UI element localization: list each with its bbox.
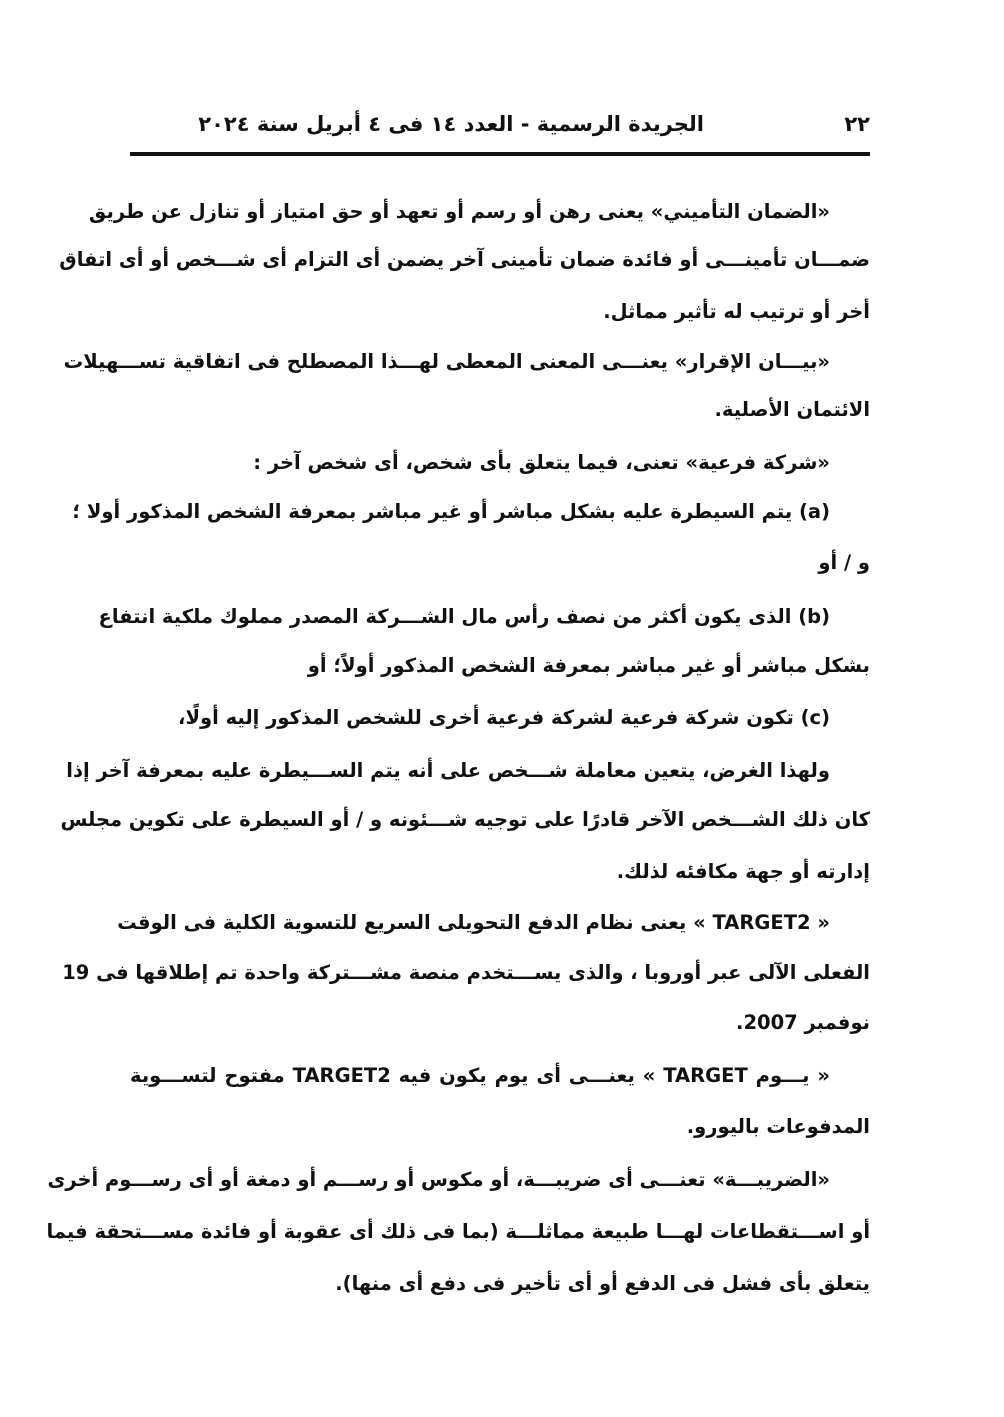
- paragraph-line: نوفمبر 2007.: [736, 1011, 870, 1034]
- paragraph-line: أخر أو ترتيب له تأثير مماثل.: [603, 300, 870, 323]
- paragraph-line: « TARGET2 » يعنى نظام الدفع التحويلى السريع للتسوية الكلية فى الوقت: [117, 911, 830, 934]
- page-number: ٢٢: [844, 112, 870, 136]
- paragraph-line: ضمـــان تأمينـــى أو فائدة ضمان تأمينى آخر يضمن أى التزام أى شـــخص أو أى اتفاق: [59, 248, 870, 271]
- paragraph-line: يتعلق بأى فشل فى الدفع أو أى تأخير فى دفع أى منها).: [335, 1272, 870, 1295]
- paragraph-line: « يـــوم TARGET » يعنـــى أى يوم يكون فيه TARGET2 مفتوح لتســـوية: [130, 1064, 830, 1087]
- paragraph-line: (b) الذى يكون أكثر من نصف رأس مال الشـــركة المصدر مملوك ملكية انتفاع: [98, 605, 830, 628]
- paragraph-line: المدفوعات باليورو.: [686, 1115, 870, 1138]
- header-divider: [130, 152, 870, 156]
- paragraph-line: الائتمان الأصلية.: [714, 398, 870, 421]
- paragraph-line: الفعلى الآلى عبر أوروبا ، والذى يســـتخدم منصة مشـــتركة واحدة تم إطلاقها فى 19: [62, 961, 870, 984]
- paragraph-line: (a) يتم السيطرة عليه بشكل مباشر أو غير مباشر بمعرفة الشخص المذكور أولا ؛: [72, 500, 830, 523]
- paragraph-line: «الضمان التأميني» يعنى رهن أو رسم أو تعهد أو حق امتياز أو تنازل عن طريق: [88, 200, 830, 223]
- paragraph-line: كان ذلك الشـــخص الآخر قادرًا على توجيه شـــئونه و / أو السيطرة على تكوين مجلس: [60, 808, 870, 831]
- gazette-header-title: الجريدة الرسمية - العدد ١٤ فى ٤ أبريل سنة ٢٠٢٤: [198, 112, 704, 136]
- paragraph-line: (c) تكون شركة فرعية لشركة فرعية أخرى للشخص المذكور إليه أولًا،: [178, 706, 830, 729]
- paragraph-line: و / أو: [818, 551, 870, 574]
- paragraph-line: بشكل مباشر أو غير مباشر بمعرفة الشخص المذكور أولاً؛ أو: [307, 654, 870, 677]
- paragraph-line: ولهذا الغرض، يتعين معاملة شـــخص على أنه يتم الســـيطرة عليه بمعرفة آخر إذا: [66, 759, 830, 782]
- paragraph-line: إدارته أو جهة مكافئه لذلك.: [616, 860, 870, 883]
- paragraph-line: «الضريبـــة» تعنـــى أى ضريبـــة، أو مكوس أو رســـم أو دمغة أو أى رســـوم أخرى: [47, 1168, 830, 1191]
- paragraph-line: أو اســـتقطاعات لهـــا طبيعة مماثلـــة (بما فى ذلك أى عقوبة أو فائدة مســـتحقة فيما: [46, 1220, 870, 1243]
- paragraph-line: «شركة فرعية» تعنى، فيما يتعلق بأى شخص، أى شخص آخر :: [253, 451, 830, 474]
- paragraph-line: «بيـــان الإقرار» يعنـــى المعنى المعطى لهـــذا المصطلح فى اتفاقية تســـهيلات: [63, 350, 830, 373]
